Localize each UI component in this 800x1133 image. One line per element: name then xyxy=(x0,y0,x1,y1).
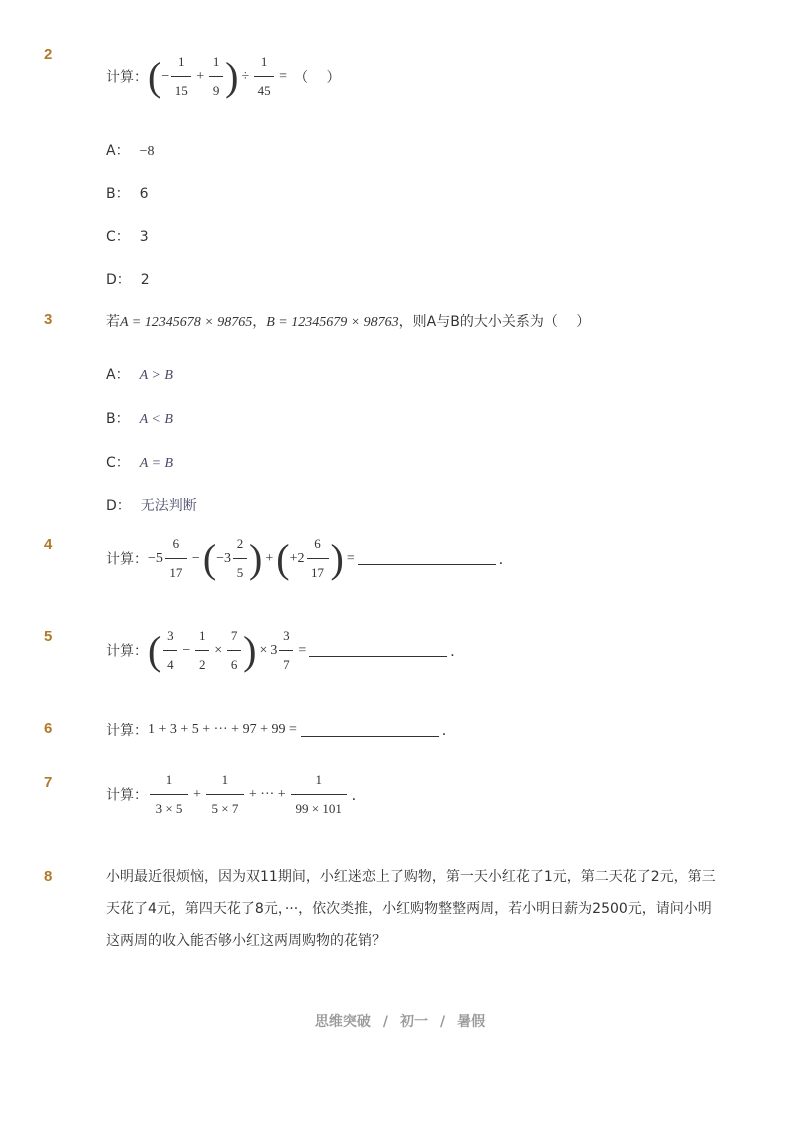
footer-series: 思维突破 xyxy=(314,1014,371,1030)
fraction-3-7: $\frac{3}{7}$ xyxy=(279,628,293,673)
fraction-1-3x5: $\frac{1}{3 \times 5}$ xyxy=(150,772,188,817)
footer-grade: 初一 xyxy=(400,1014,428,1030)
plus-sign: + xyxy=(196,68,205,84)
question-number-7: 7 xyxy=(44,774,53,791)
fraction-3-4: $\frac{3}{4}$ xyxy=(163,628,177,673)
option-3-d[interactable]: D： 无法判断 xyxy=(106,498,197,514)
question-number-4: 4 xyxy=(44,536,53,553)
question-4-stem: 计算：−5 $\frac{6}{17}$ −(−3 $\frac{2}{5}$ ) +(+2 $\frac{6}{17}$ ) = ． xyxy=(106,535,513,581)
right-paren: ) xyxy=(225,53,239,99)
fraction-2-5: $\frac{2}{5}$ xyxy=(233,536,247,581)
option-2-c[interactable]: C： 3 xyxy=(106,229,149,245)
fraction-1-2: $\frac{1}{2}$ xyxy=(195,628,209,673)
fraction-7-6: $\frac{7}{6}$ xyxy=(227,628,241,673)
question-7-stem: 计算： $\frac{1}{3 \times 5}$ + $\frac{1}{5 \times 7}$ + ··· + $\frac{1}{99 \times 101}$ ． xyxy=(106,772,366,816)
question-number-3: 3 xyxy=(44,311,53,328)
answer-blank-4[interactable] xyxy=(358,552,496,565)
option-3-c[interactable]: C： A = B xyxy=(106,455,174,471)
answer-paren: （ ） xyxy=(294,69,341,86)
question-5-stem: 计算：( $\frac{3}{4}$ − $\frac{1}{2}$ × $\frac{7}{6}$ ) × 3 $\frac{3}{7}$ = ． xyxy=(106,627,465,673)
option-2-b[interactable]: B： 6 xyxy=(106,186,149,202)
question-number-6: 6 xyxy=(44,720,53,737)
question-3-stem: 若A = 12345678 × 98765，B = 12345679 × 98763，则A与B的大小关系为（ ） xyxy=(106,314,591,330)
question-8-text: 小明最近很烦恼，因为双11期间，小红迷恋上了购物，第一天小红花了1元，第二天花了2元，第三天花了4元，第四天花了8元，···，依次类推，小红购物整整两周，若小明日薪为2500元，请问小明这两周的收入能否够小红这两周购物的花销？ xyxy=(106,869,716,949)
question-2-f1-sign: − xyxy=(161,68,170,84)
expr-a: A = 12345678 × 98765 xyxy=(120,315,253,330)
question-number-2: 2 xyxy=(44,46,53,63)
fraction-1-9: $\frac{1}{9}$ xyxy=(209,54,223,99)
fraction-1-5x7: $\frac{1}{5 \times 7}$ xyxy=(206,772,244,817)
expr-b: B = 12345679 × 98763 xyxy=(266,315,399,330)
option-2-a[interactable]: A： −8 xyxy=(106,143,155,159)
fraction-1-99x101: $\frac{1}{99 \times 101}$ xyxy=(291,772,347,817)
option-2-d[interactable]: D： 2 xyxy=(106,272,150,288)
page-footer: 思维突破 / 初一 / 暑假 xyxy=(314,1014,486,1030)
question-number-8: 8 xyxy=(44,868,53,885)
question-2-stem xyxy=(106,54,341,99)
answer-blank-6[interactable] xyxy=(301,724,439,737)
footer-term: 暑假 xyxy=(457,1014,486,1030)
divide-sign: ÷ xyxy=(241,68,250,84)
fraction-1-15: $\frac{1}{15}$ xyxy=(171,54,191,99)
fraction-6-17: $\frac{6}{17}$ xyxy=(165,536,187,581)
fraction-1-45: $\frac{1}{45}$ xyxy=(254,54,274,99)
question-2-prefix: 计算： xyxy=(106,69,148,86)
option-3-a[interactable]: A： A > B xyxy=(106,367,173,383)
fraction-6-17b: $\frac{6}{17}$ xyxy=(307,536,329,581)
question-6-stem: 计算：1 + 3 + 5 + ··· + 97 + 99 = ． xyxy=(106,722,456,739)
option-3-b[interactable]: B： A < B xyxy=(106,411,173,427)
question-number-5: 5 xyxy=(44,628,53,645)
answer-blank-5[interactable] xyxy=(309,644,447,657)
equals-sign: = xyxy=(279,68,288,84)
left-paren: ( xyxy=(148,53,162,99)
